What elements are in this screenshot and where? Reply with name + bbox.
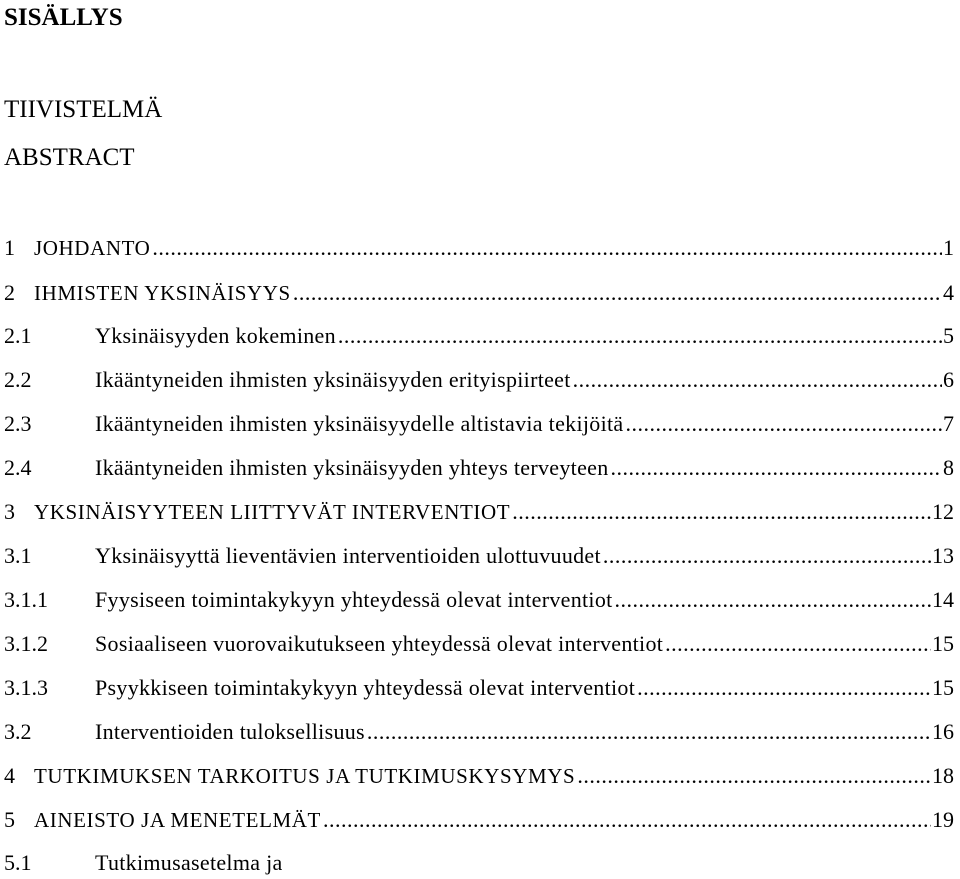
toc-entry-page: 18 bbox=[932, 763, 954, 788]
toc-entry bbox=[4, 716, 954, 748]
dot-leader bbox=[603, 540, 931, 572]
dot-leader bbox=[293, 277, 942, 309]
toc-entry-number: 2.2 bbox=[4, 367, 32, 392]
toc-entry bbox=[4, 760, 954, 792]
toc-entry-number: 3.1 bbox=[4, 543, 32, 568]
toc-entry-page: 14 bbox=[932, 587, 954, 612]
dot-leader bbox=[665, 628, 931, 660]
dot-leader bbox=[615, 584, 931, 616]
toc-entry-title: Psyykkiseen toimintakykyyn yhteydessä olevat interventiot bbox=[95, 675, 636, 700]
toc-entry-page: 19 bbox=[932, 807, 954, 832]
dot-leader bbox=[637, 672, 931, 704]
toc-entry-number: 3.1.2 bbox=[4, 631, 48, 656]
toc-entry bbox=[4, 804, 954, 836]
toc-entry-title: Ikääntyneiden ihmisten yksinäisyydelle altistavia tekijöitä bbox=[95, 411, 624, 436]
dot-leader bbox=[367, 716, 931, 748]
toc-entry-title: Tutkimusasetelma ja bbox=[95, 850, 283, 875]
toc-entry-abstract-english: ABSTRACT bbox=[4, 144, 135, 171]
toc-entry-page: 5 bbox=[943, 323, 954, 348]
toc-entry bbox=[4, 408, 954, 440]
toc-entry bbox=[4, 496, 954, 528]
toc-entry-number: 2.4 bbox=[4, 455, 32, 480]
toc-entry-number: 3.2 bbox=[4, 719, 32, 744]
toc-entry bbox=[4, 540, 954, 572]
toc-entry-page: 7 bbox=[943, 411, 954, 436]
toc-entry-page: 6 bbox=[943, 367, 954, 392]
toc-entry-number: 4 bbox=[4, 763, 15, 788]
toc-entry bbox=[4, 277, 954, 309]
toc-entry-number: 5.1 bbox=[4, 850, 32, 875]
toc-entry-number: 1 bbox=[4, 235, 15, 260]
toc-entry-page: 4 bbox=[943, 280, 954, 305]
toc-entry-number: 2 bbox=[4, 280, 15, 305]
toc-entry-abstract-finnish: TIIVISTELMÄ bbox=[4, 96, 163, 123]
toc-entry-page: 1 bbox=[943, 235, 954, 260]
dot-leader bbox=[338, 320, 942, 352]
toc-entry-number: 3 bbox=[4, 499, 15, 524]
toc-entry-page: 13 bbox=[932, 543, 954, 568]
toc-entry-title: Sosiaaliseen vuorovaikutukseen yhteydessä olevat interventiot bbox=[95, 631, 664, 656]
dot-leader bbox=[512, 496, 931, 528]
toc-entry-page: 15 bbox=[932, 631, 954, 656]
toc-entry-title: Ikääntyneiden ihmisten yksinäisyyden yhteys terveyteen bbox=[95, 455, 609, 480]
dot-leader bbox=[577, 760, 931, 792]
toc-entry-title: TUTKIMUKSEN TARKOITUS JA TUTKIMUSKYSYMYS bbox=[34, 764, 576, 788]
toc-entry-title: AINEISTO JA MENETELMÄT bbox=[34, 808, 321, 832]
toc-entry bbox=[4, 672, 954, 704]
dot-leader bbox=[611, 452, 942, 484]
toc-entry bbox=[4, 364, 954, 396]
dot-leader bbox=[323, 804, 931, 836]
dot-leader bbox=[573, 364, 942, 396]
toc-entry-number: 2.3 bbox=[4, 411, 32, 436]
dot-leader bbox=[625, 408, 942, 440]
toc-entry-title: Fyysiseen toimintakykyyn yhteydessä olevat interventiot bbox=[95, 587, 613, 612]
toc-entry-title: Yksinäisyyttä lieventävien interventioiden ulottuvuudet bbox=[95, 543, 601, 568]
toc-entry-page: 16 bbox=[932, 719, 954, 744]
toc-entry bbox=[4, 847, 954, 879]
page-title: SISÄLLYS bbox=[4, 4, 123, 31]
toc-entry-title: Yksinäisyyden kokeminen bbox=[95, 323, 336, 348]
toc-entry-page: 12 bbox=[932, 499, 954, 524]
toc-entry bbox=[4, 584, 954, 616]
toc-entry-number: 5 bbox=[4, 807, 15, 832]
toc-entry bbox=[4, 452, 954, 484]
toc-entry-title: YKSINÄISYYTEEN LIITTYVÄT INTERVENTIOT bbox=[34, 500, 511, 524]
toc-entry-title: IHMISTEN YKSINÄISYYS bbox=[34, 281, 291, 305]
toc-entry-number: 2.1 bbox=[4, 323, 32, 348]
toc-entry-title: Interventioiden tuloksellisuus bbox=[95, 719, 365, 744]
toc-entry-number: 3.1.1 bbox=[4, 587, 48, 612]
toc-entry-title: JOHDANTO bbox=[34, 236, 151, 260]
dot-leader bbox=[152, 232, 942, 264]
toc-entry bbox=[4, 320, 954, 352]
toc-entry bbox=[4, 628, 954, 660]
toc-entry-page: 15 bbox=[932, 675, 954, 700]
toc-entry bbox=[4, 232, 954, 264]
toc-entry-page: 8 bbox=[943, 455, 954, 480]
toc-entry-number: 3.1.3 bbox=[4, 675, 48, 700]
toc-entry-title: Ikääntyneiden ihmisten yksinäisyyden erityispiirteet bbox=[95, 367, 571, 392]
